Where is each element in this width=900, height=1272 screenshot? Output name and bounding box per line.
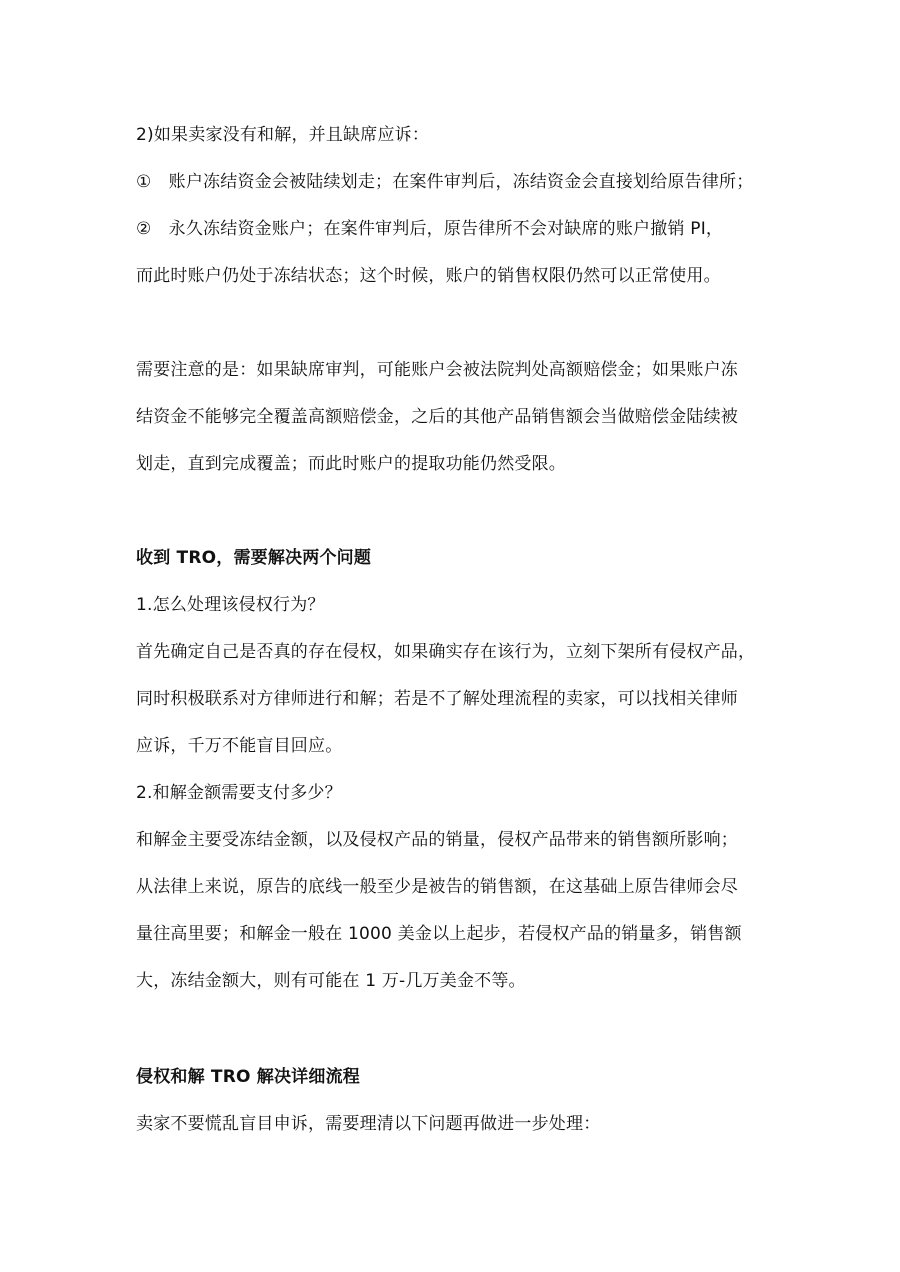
default-item-2-line-2: 而此时账户仍处于冻结状态；这个时候，账户的销售权限仍然可以正常使用。 (136, 266, 721, 286)
note-line-3: 划走，直到完成覆盖；而此时账户的提取功能仍然受限。 (136, 454, 566, 474)
tro-answer-1-line-3: 应诉，千万不能盲目回应。 (136, 736, 343, 756)
process-intro: 卖家不要慌乱盲目申诉，需要理清以下问题再做进一步处理： (136, 1114, 601, 1134)
tro-answer-2-line-1: 和解金主要受冻结金额，以及侵权产品的销量，侵权产品带来的销售额所影响； (136, 830, 738, 850)
tro-answer-2-line-4: 大，冻结金额大，则有可能在 1 万-几万美金不等。 (136, 971, 526, 991)
tro-answer-2-line-3: 量往高里要；和解金一般在 1000 美金以上起步，若侵权产品的销量多，销售额 (136, 924, 742, 944)
default-item-1: ① 账户冻结资金会被陆续划走；在案件审判后，冻结资金会直接划给原告律所； (136, 172, 754, 192)
tro-question-1: 1.怎么处理该侵权行为？ (136, 595, 325, 615)
process-heading: 侵权和解 TRO 解决详细流程 (136, 1067, 360, 1087)
default-heading: 2)如果卖家没有和解，并且缺席应诉： (136, 125, 430, 145)
note-line-1: 需要注意的是：如果缺席审判，可能账户会被法院判处高额赔偿金；如果账户冻 (136, 360, 738, 380)
tro-answer-1-line-2: 同时积极联系对方律师进行和解；若是不了解处理流程的卖家，可以找相关律师 (136, 689, 738, 709)
default-item-2-line-1: ② 永久冻结资金账户；在案件审判后，原告律所不会对缺席的账户撤销 PI， (136, 219, 724, 239)
tro-question-2: 2.和解金额需要支付多少？ (136, 783, 342, 803)
tro-answer-1-line-1: 首先确定自己是否真的存在侵权，如果确实存在该行为，立刻下架所有侵权产品， (136, 642, 756, 662)
tro-answer-2-line-2: 从法律上来说，原告的底线一般至少是被告的销售额，在这基础上原告律师会尽 (136, 877, 738, 897)
note-line-2: 结资金不能够完全覆盖高额赔偿金，之后的其他产品销售额会当做赔偿金陆续被 (136, 407, 738, 427)
tro-heading: 收到 TRO，需要解决两个问题 (136, 548, 372, 568)
